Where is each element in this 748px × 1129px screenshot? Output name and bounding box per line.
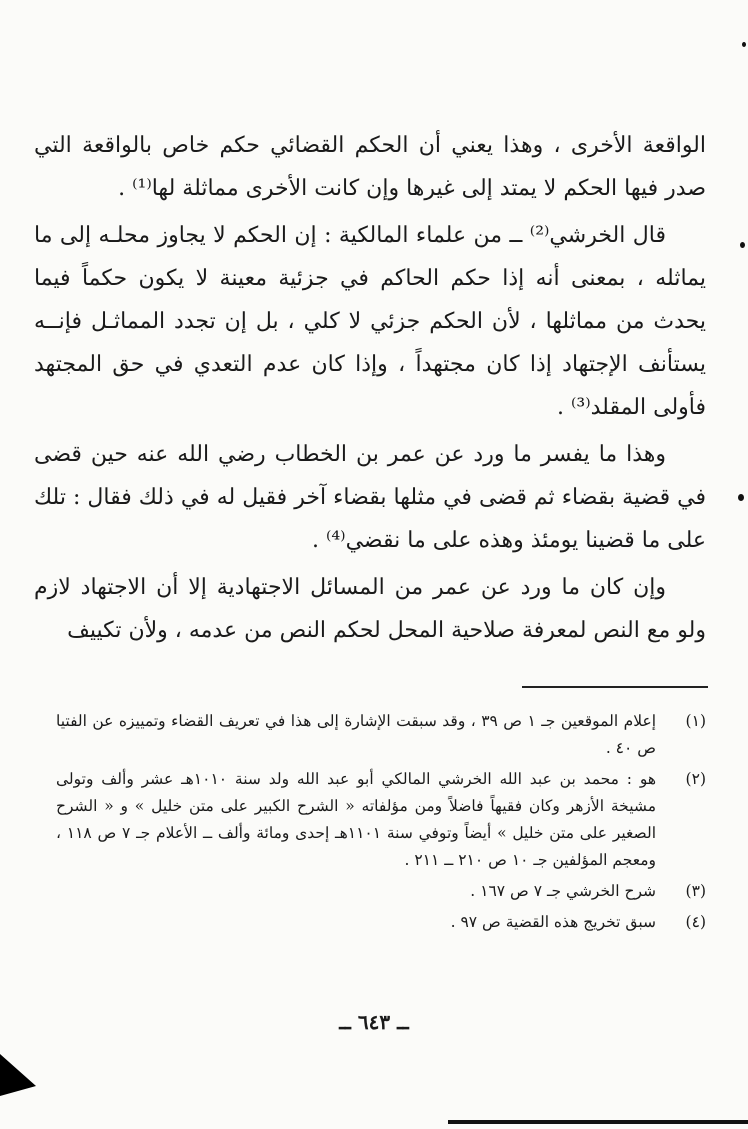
footnote — [56, 766, 706, 874]
paragraph: وإن كان ما ورد عن عمر من المسائل الاجتهادية إلا أن الاجتهاد لازم ولو مع النص لمعرفة صلاحية المحل لحكم النص من عدمه ، ولأن تكييف — [34, 575, 706, 643]
scan-speck — [740, 242, 745, 248]
footnote-number: (٤) — [685, 913, 706, 931]
scan-bottom-edge — [448, 1120, 748, 1124]
paragraph: قال الخرشي⁽²⁾ ــ من علماء المالكية : إن الحكم لا يجاوز محلـه إلى ما يماثله ، بمعنى أنه إذا حكم الحاكم في جزئية معينة لا يكون حكماً فيما يحدث من مماثلها ، لأن الحكم جزئي لا كلي ، بل إن تجدد المماثـل فإنــه يستأنف الإجتهاد إذا كان مجتهداً ، وإذا كان عدم التعدي في حق المجتهد فأولى المقلد⁽³⁾ . — [34, 223, 706, 420]
page-number: ــ ٦٤٣ ــ — [339, 1010, 409, 1034]
footnote-text: سبق تخريج هذه القضية ص ٩٧ . — [450, 913, 656, 931]
footnote-text: إعلام الموقعين جـ ١ ص ٣٩ ، وقد سبقت الإشارة إلى هذا في تعريف القضاء وتمييزه عن الفتيا ص ٤٠ . — [56, 712, 657, 757]
scan-speck — [738, 494, 744, 501]
paragraph: وهذا ما يفسر ما ورد عن عمر بن الخطاب رضي الله عنه حين قضى في قضية بقضاء ثم قضى في مثلها بقضاء آخر فقيل له في ذلك فقال : تلك على ما قضينا يومئذ وهذه على ما نقضي⁽⁴⁾ . — [34, 442, 706, 553]
footnote-number: (١) — [685, 712, 706, 730]
footnote-text: هو : محمد بن عبد الله الخرشي المالكي أبو عبد الله ولد سنة ١٠١٠هـ عشر وألف وتولى مشيخة الأزهر وكان فقيهاً فاضلاً ومن مؤلفاته « الشرح الكبير على متن خليل » و « الشرح الصغير على متن خليل » أيضاً وتوفي سنة ١١٠١هـ إحدى ومائة وألف ــ الأعلام جـ ٧ ص ١١٨ ، ومعجم المؤلفين جـ ١٠ ص ٢١٠ ــ ٢١١ . — [56, 770, 657, 869]
footnote-separator — [522, 686, 708, 688]
footnote-number: (٣) — [685, 882, 706, 900]
footnote-number: (٢) — [685, 770, 706, 788]
paragraph: الواقعة الأخرى ، وهذا يعني أن الحكم القضائي حكم خاص بالواقعة التي صدر فيها الحكم لا يمتد إلى غيرها وإن كانت الأخرى مماثلة لها⁽¹⁾ . — [34, 133, 706, 201]
footnote — [56, 878, 706, 905]
footnote-text: شرح الخرشي جـ ٧ ص ١٦٧ . — [470, 882, 656, 900]
footnotes — [56, 708, 706, 940]
scan-speck — [742, 42, 746, 47]
footnote — [56, 909, 706, 936]
footnote — [56, 708, 706, 762]
scan-corner-mark — [0, 1054, 36, 1096]
